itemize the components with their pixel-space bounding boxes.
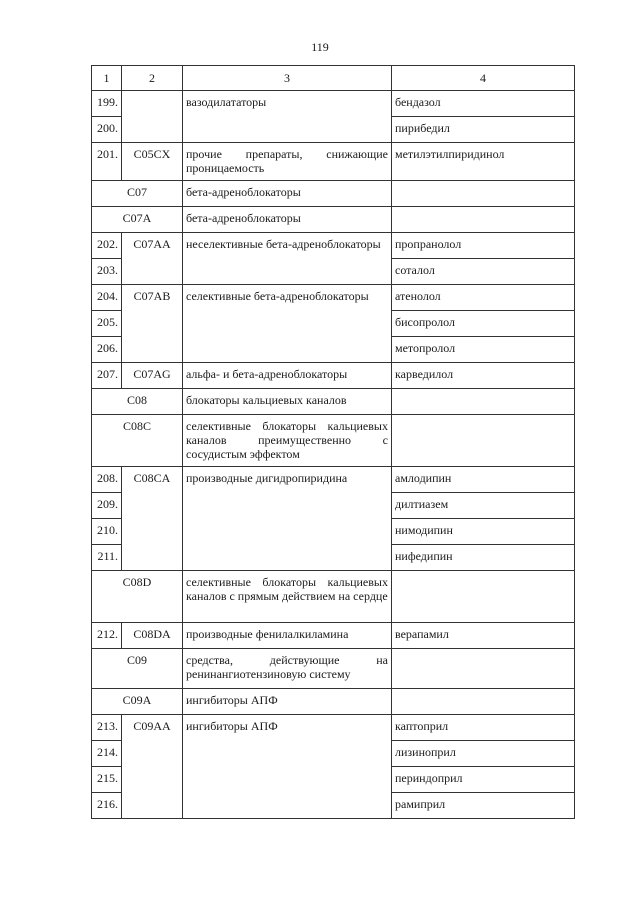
group-description: прочие препараты, снижающие проницаемость [183, 143, 392, 181]
drug-name-empty [392, 571, 575, 623]
atc-code: C07AG [122, 363, 183, 389]
group-row [92, 207, 575, 233]
atc-code: C07AB [122, 285, 183, 363]
drug-name: пирибедил [392, 117, 575, 143]
group-description: альфа- и бета-адреноблокаторы [183, 363, 392, 389]
group-description: бета-адреноблокаторы [183, 181, 392, 207]
table-row [92, 233, 575, 259]
row-number: 211. [92, 545, 122, 571]
drug-name: бендазол [392, 91, 575, 117]
row-number: 208. [92, 467, 122, 493]
table-row [92, 91, 575, 117]
drug-name-empty [392, 649, 575, 689]
drug-name-empty [392, 181, 575, 207]
atc-code: C08DA [122, 623, 183, 649]
drug-classification-table [91, 65, 575, 819]
row-number: 210. [92, 519, 122, 545]
group-description: производные фенилалкиламина [183, 623, 392, 649]
table-row [92, 363, 575, 389]
drug-name: атенолол [392, 285, 575, 311]
drug-name: лизиноприл [392, 741, 575, 767]
drug-name: периндоприл [392, 767, 575, 793]
row-number: 207. [92, 363, 122, 389]
group-row [92, 689, 575, 715]
drug-name: пропранолол [392, 233, 575, 259]
group-row [92, 649, 575, 689]
group-description: вазодилататоры [183, 91, 392, 143]
group-description: неселективные бета-адреноблокаторы [183, 233, 392, 285]
group-description: ингибиторы АПФ [183, 715, 392, 819]
atc-group-code: C07A [92, 207, 183, 233]
header-col-2: 2 [122, 66, 183, 91]
drug-name: верапамил [392, 623, 575, 649]
table-header-row [92, 66, 575, 91]
drug-name: карведилол [392, 363, 575, 389]
header-col-1: 1 [92, 66, 122, 91]
group-description: селективные блокаторы кальциевых каналов преимущественно с сосудистым эффектом [183, 415, 392, 467]
group-row [92, 415, 575, 467]
table-row [92, 623, 575, 649]
row-number: 212. [92, 623, 122, 649]
drug-name-empty [392, 415, 575, 467]
group-description: ингибиторы АПФ [183, 689, 392, 715]
group-row [92, 181, 575, 207]
drug-name: амлодипин [392, 467, 575, 493]
drug-name: рамиприл [392, 793, 575, 819]
drug-name-empty [392, 689, 575, 715]
row-number: 206. [92, 337, 122, 363]
row-number: 201. [92, 143, 122, 181]
atc-group-code: C08 [92, 389, 183, 415]
group-description: производные дигидропиридина [183, 467, 392, 571]
row-number: 199. [92, 91, 122, 117]
atc-code: C09AA [122, 715, 183, 819]
group-description: селективные блокаторы кальциевых каналов с прямым действием на сердце [183, 571, 392, 623]
row-number: 216. [92, 793, 122, 819]
row-number: 200. [92, 117, 122, 143]
drug-name: метопролол [392, 337, 575, 363]
header-col-3: 3 [183, 66, 392, 91]
drug-name-empty [392, 389, 575, 415]
row-number: 205. [92, 311, 122, 337]
atc-group-code: C09A [92, 689, 183, 715]
drug-name: соталол [392, 259, 575, 285]
row-number: 214. [92, 741, 122, 767]
atc-code [122, 91, 183, 143]
drug-name: нимодипин [392, 519, 575, 545]
drug-name: каптоприл [392, 715, 575, 741]
group-description: селективные бета-адреноблокаторы [183, 285, 392, 363]
atc-group-code: C08D [92, 571, 183, 623]
table-row [92, 715, 575, 741]
row-number: 213. [92, 715, 122, 741]
page-number: 119 [311, 40, 329, 54]
atc-code: C07AA [122, 233, 183, 285]
group-row [92, 389, 575, 415]
atc-group-code: C08C [92, 415, 183, 467]
drug-name: бисопролол [392, 311, 575, 337]
drug-name-empty [392, 207, 575, 233]
group-row [92, 571, 575, 623]
header-col-4: 4 [392, 66, 575, 91]
row-number: 202. [92, 233, 122, 259]
group-description: средства, действующие на ренинангиотензиновую систему [183, 649, 392, 689]
drug-name: метилэтилпиридинол [392, 143, 575, 181]
drug-name: нифедипин [392, 545, 575, 571]
group-description: бета-адреноблокаторы [183, 207, 392, 233]
atc-group-code: C09 [92, 649, 183, 689]
table-row [92, 143, 575, 181]
row-number: 215. [92, 767, 122, 793]
atc-code: C05CX [122, 143, 183, 181]
drug-name: дилтиазем [392, 493, 575, 519]
atc-group-code: C07 [92, 181, 183, 207]
row-number: 203. [92, 259, 122, 285]
atc-code: C08CA [122, 467, 183, 571]
row-number: 209. [92, 493, 122, 519]
table-row [92, 467, 575, 493]
group-description: блокаторы кальциевых каналов [183, 389, 392, 415]
row-number: 204. [92, 285, 122, 311]
table-row [92, 285, 575, 311]
